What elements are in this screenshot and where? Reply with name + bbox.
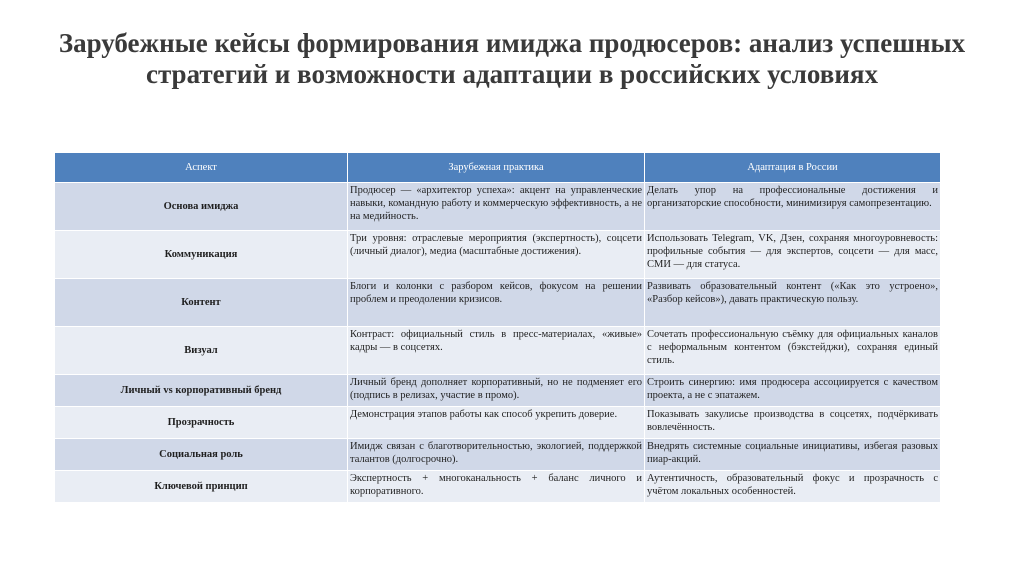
russia-adaptation-cell: Показывать закулисье производства в соцсетях, подчёркивать вовлечённость.	[645, 407, 941, 439]
table-row	[55, 471, 941, 503]
foreign-practice-cell: Экспертность + многоканальность + баланс личного и корпоративного.	[348, 471, 645, 503]
aspect-cell: Контент	[55, 279, 348, 327]
header-russia-adaptation: Адаптация в России	[645, 153, 941, 183]
aspect-cell: Визуал	[55, 327, 348, 375]
table-row	[55, 439, 941, 471]
russia-adaptation-cell: Развивать образовательный контент («Как это устроено», «Разбор кейсов»), давать практическую пользу.	[645, 279, 941, 327]
table-row	[55, 407, 941, 439]
slide-title: Зарубежные кейсы формирования имиджа продюсеров: анализ успешных стратегий и возможности адаптации в российских условиях	[58, 28, 966, 89]
aspect-cell: Коммуникация	[55, 231, 348, 279]
foreign-practice-cell: Продюсер — «архитектор успеха»: акцент на управленческие навыки, командную работу и коммерческую эффективность, а не на медийность.	[348, 183, 645, 231]
aspect-cell: Прозрачность	[55, 407, 348, 439]
russia-adaptation-cell: Делать упор на профессиональные достижения и организаторские способности, минимизируя самопрезентацию.	[645, 183, 941, 231]
table-row	[55, 231, 941, 279]
russia-adaptation-cell: Строить синергию: имя продюсера ассоциируется с качеством проекта, а не с эпатажем.	[645, 375, 941, 407]
header-foreign-practice: Зарубежная практика	[348, 153, 645, 183]
russia-adaptation-cell: Использовать Telegram, VK, Дзен, сохраняя многоуровневость: профильные события — для экспертов, соцсети — для масс, СМИ — для статуса.	[645, 231, 941, 279]
aspect-cell: Ключевой принцип	[55, 471, 348, 503]
russia-adaptation-cell: Сочетать профессиональную съёмку для официальных каналов с неформальным контентом (бэкстейджи), сохраняя единый стиль.	[645, 327, 941, 375]
comparison-table-container	[54, 152, 940, 503]
foreign-practice-cell: Три уровня: отраслевые мероприятия (экспертность), соцсети (личный диалог), медиа (масштабные достижения).	[348, 231, 645, 279]
foreign-practice-cell: Демонстрация этапов работы как способ укрепить доверие.	[348, 407, 645, 439]
header-aspect: Аспект	[55, 153, 348, 183]
table-header-row	[55, 153, 941, 183]
foreign-practice-cell: Имидж связан с благотворительностью, экологией, поддержкой талантов (долгосрочно).	[348, 439, 645, 471]
aspect-cell: Социальная роль	[55, 439, 348, 471]
russia-adaptation-cell: Внедрять системные социальные инициативы, избегая разовых пиар-акций.	[645, 439, 941, 471]
comparison-table	[54, 152, 941, 503]
table-row	[55, 279, 941, 327]
aspect-cell: Основа имиджа	[55, 183, 348, 231]
foreign-practice-cell: Блоги и колонки с разбором кейсов, фокусом на решении проблем и преодолении кризисов.	[348, 279, 645, 327]
aspect-cell: Личный vs корпоративный бренд	[55, 375, 348, 407]
foreign-practice-cell: Контраст: официальный стиль в пресс-материалах, «живые» кадры — в соцсетях.	[348, 327, 645, 375]
foreign-practice-cell: Личный бренд дополняет корпоративный, но не подменяет его (подпись в релизах, участие в промо).	[348, 375, 645, 407]
table-row	[55, 327, 941, 375]
table-row	[55, 375, 941, 407]
russia-adaptation-cell: Аутентичность, образовательный фокус и прозрачность с учётом локальных особенностей.	[645, 471, 941, 503]
table-row	[55, 183, 941, 231]
